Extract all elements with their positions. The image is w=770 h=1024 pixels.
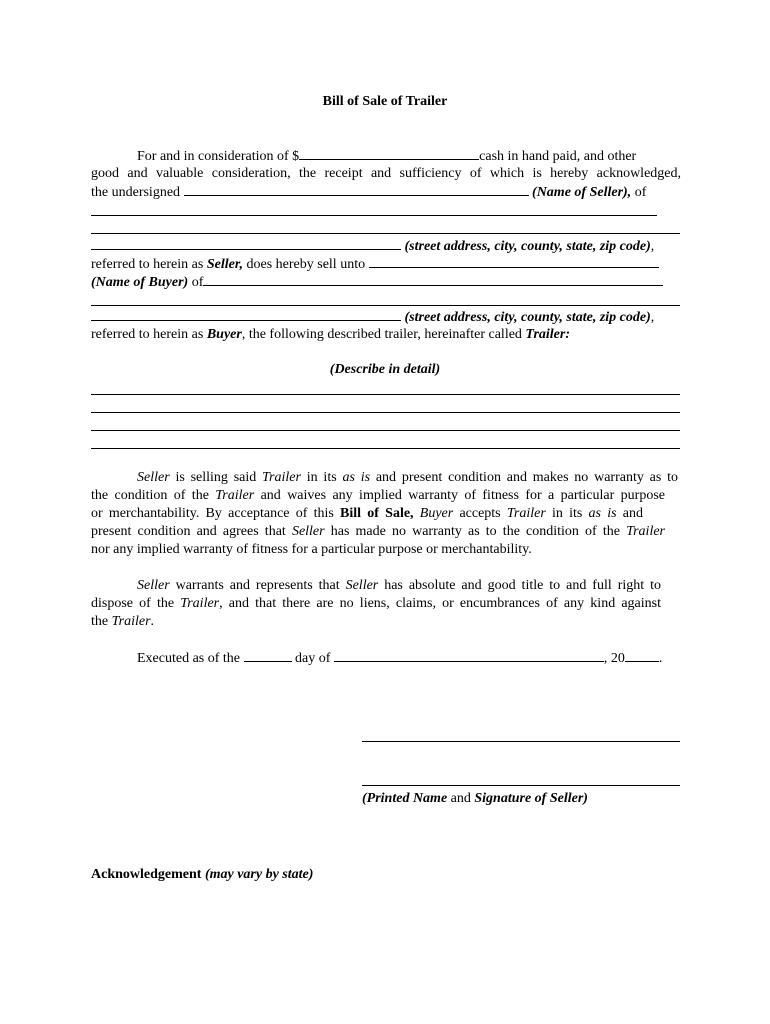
warranty-line-2: the condition of the Trailer and waives any implied warranty of fitness for a particular purpose xyxy=(91,488,665,503)
seller-name-blank[interactable] xyxy=(184,183,529,196)
sell-unto-line: referred to herein as Seller, does hereby sell unto xyxy=(91,255,681,274)
printed-name-line[interactable] xyxy=(362,741,680,742)
title-warranty-line-3: the Trailer. xyxy=(91,614,155,629)
day-blank[interactable] xyxy=(244,649,292,662)
consideration-line-2: good and valuable consideration, the receipt and sufficiency of which is hereby acknowledged, xyxy=(91,166,681,181)
consideration-line: For and in consideration of $ cash in hand paid, and other xyxy=(137,149,637,164)
document-title: Bill of Sale of Trailer xyxy=(322,94,448,109)
describe-heading: (Describe in detail) xyxy=(329,362,441,377)
warranty-line-4: present condition and agrees that Seller has made no warranty as to the condition of the Trailer xyxy=(91,524,665,539)
buyer-address-blank-2[interactable] xyxy=(91,305,680,306)
buyer-address-blank-3[interactable] xyxy=(91,308,401,321)
seller-address-line: (street address, city, county, state, zip code), xyxy=(91,237,681,256)
buyer-name-blank[interactable] xyxy=(369,255,659,268)
seller-address-blank-3[interactable] xyxy=(91,237,401,250)
month-blank[interactable] xyxy=(334,649,604,662)
signature-line[interactable] xyxy=(362,785,680,786)
buyer-address-blank-1[interactable] xyxy=(203,273,663,286)
amount-blank[interactable] xyxy=(299,147,479,160)
warranty-line-1: Seller is selling said Trailer in its as is and present condition and makes no warranty as to xyxy=(137,470,678,485)
title-warranty-line-1: Seller warrants and represents that Seller has absolute and good title to and full right to xyxy=(137,578,661,593)
title-warranty-line-2: dispose of the Trailer, and that there are no liens, claims, or encumbrances of any kind against xyxy=(91,596,661,611)
signature-caption: (Printed Name and Signature of Seller) xyxy=(362,791,588,806)
description-line-2[interactable] xyxy=(91,412,680,413)
seller-address-blank-1[interactable] xyxy=(91,215,657,216)
executed-line: Executed as of the day of , 20 . xyxy=(137,651,663,666)
buyer-address-line: (street address, city, county, state, zip code), xyxy=(91,308,681,327)
description-line-4[interactable] xyxy=(91,448,680,449)
seller-name-line: the undersigned (Name of Seller), of xyxy=(91,185,647,200)
seller-address-blank-2[interactable] xyxy=(91,233,680,234)
year-blank[interactable] xyxy=(625,649,659,662)
buyer-name-line: (Name of Buyer) of xyxy=(91,273,681,292)
description-line-1[interactable] xyxy=(91,394,680,395)
buyer-referred-line: referred to herein as Buyer, the following described trailer, hereinafter called Trailer: xyxy=(91,327,571,342)
acknowledgement-heading: Acknowledgement (may vary by state) xyxy=(91,867,314,882)
description-line-3[interactable] xyxy=(91,430,680,431)
warranty-line-3: or merchantability. By acceptance of this Bill of Sale, Buyer accepts Trailer in its as is and xyxy=(91,506,643,521)
warranty-line-5: nor any implied warranty of fitness for a particular purpose or merchantability. xyxy=(91,542,532,557)
